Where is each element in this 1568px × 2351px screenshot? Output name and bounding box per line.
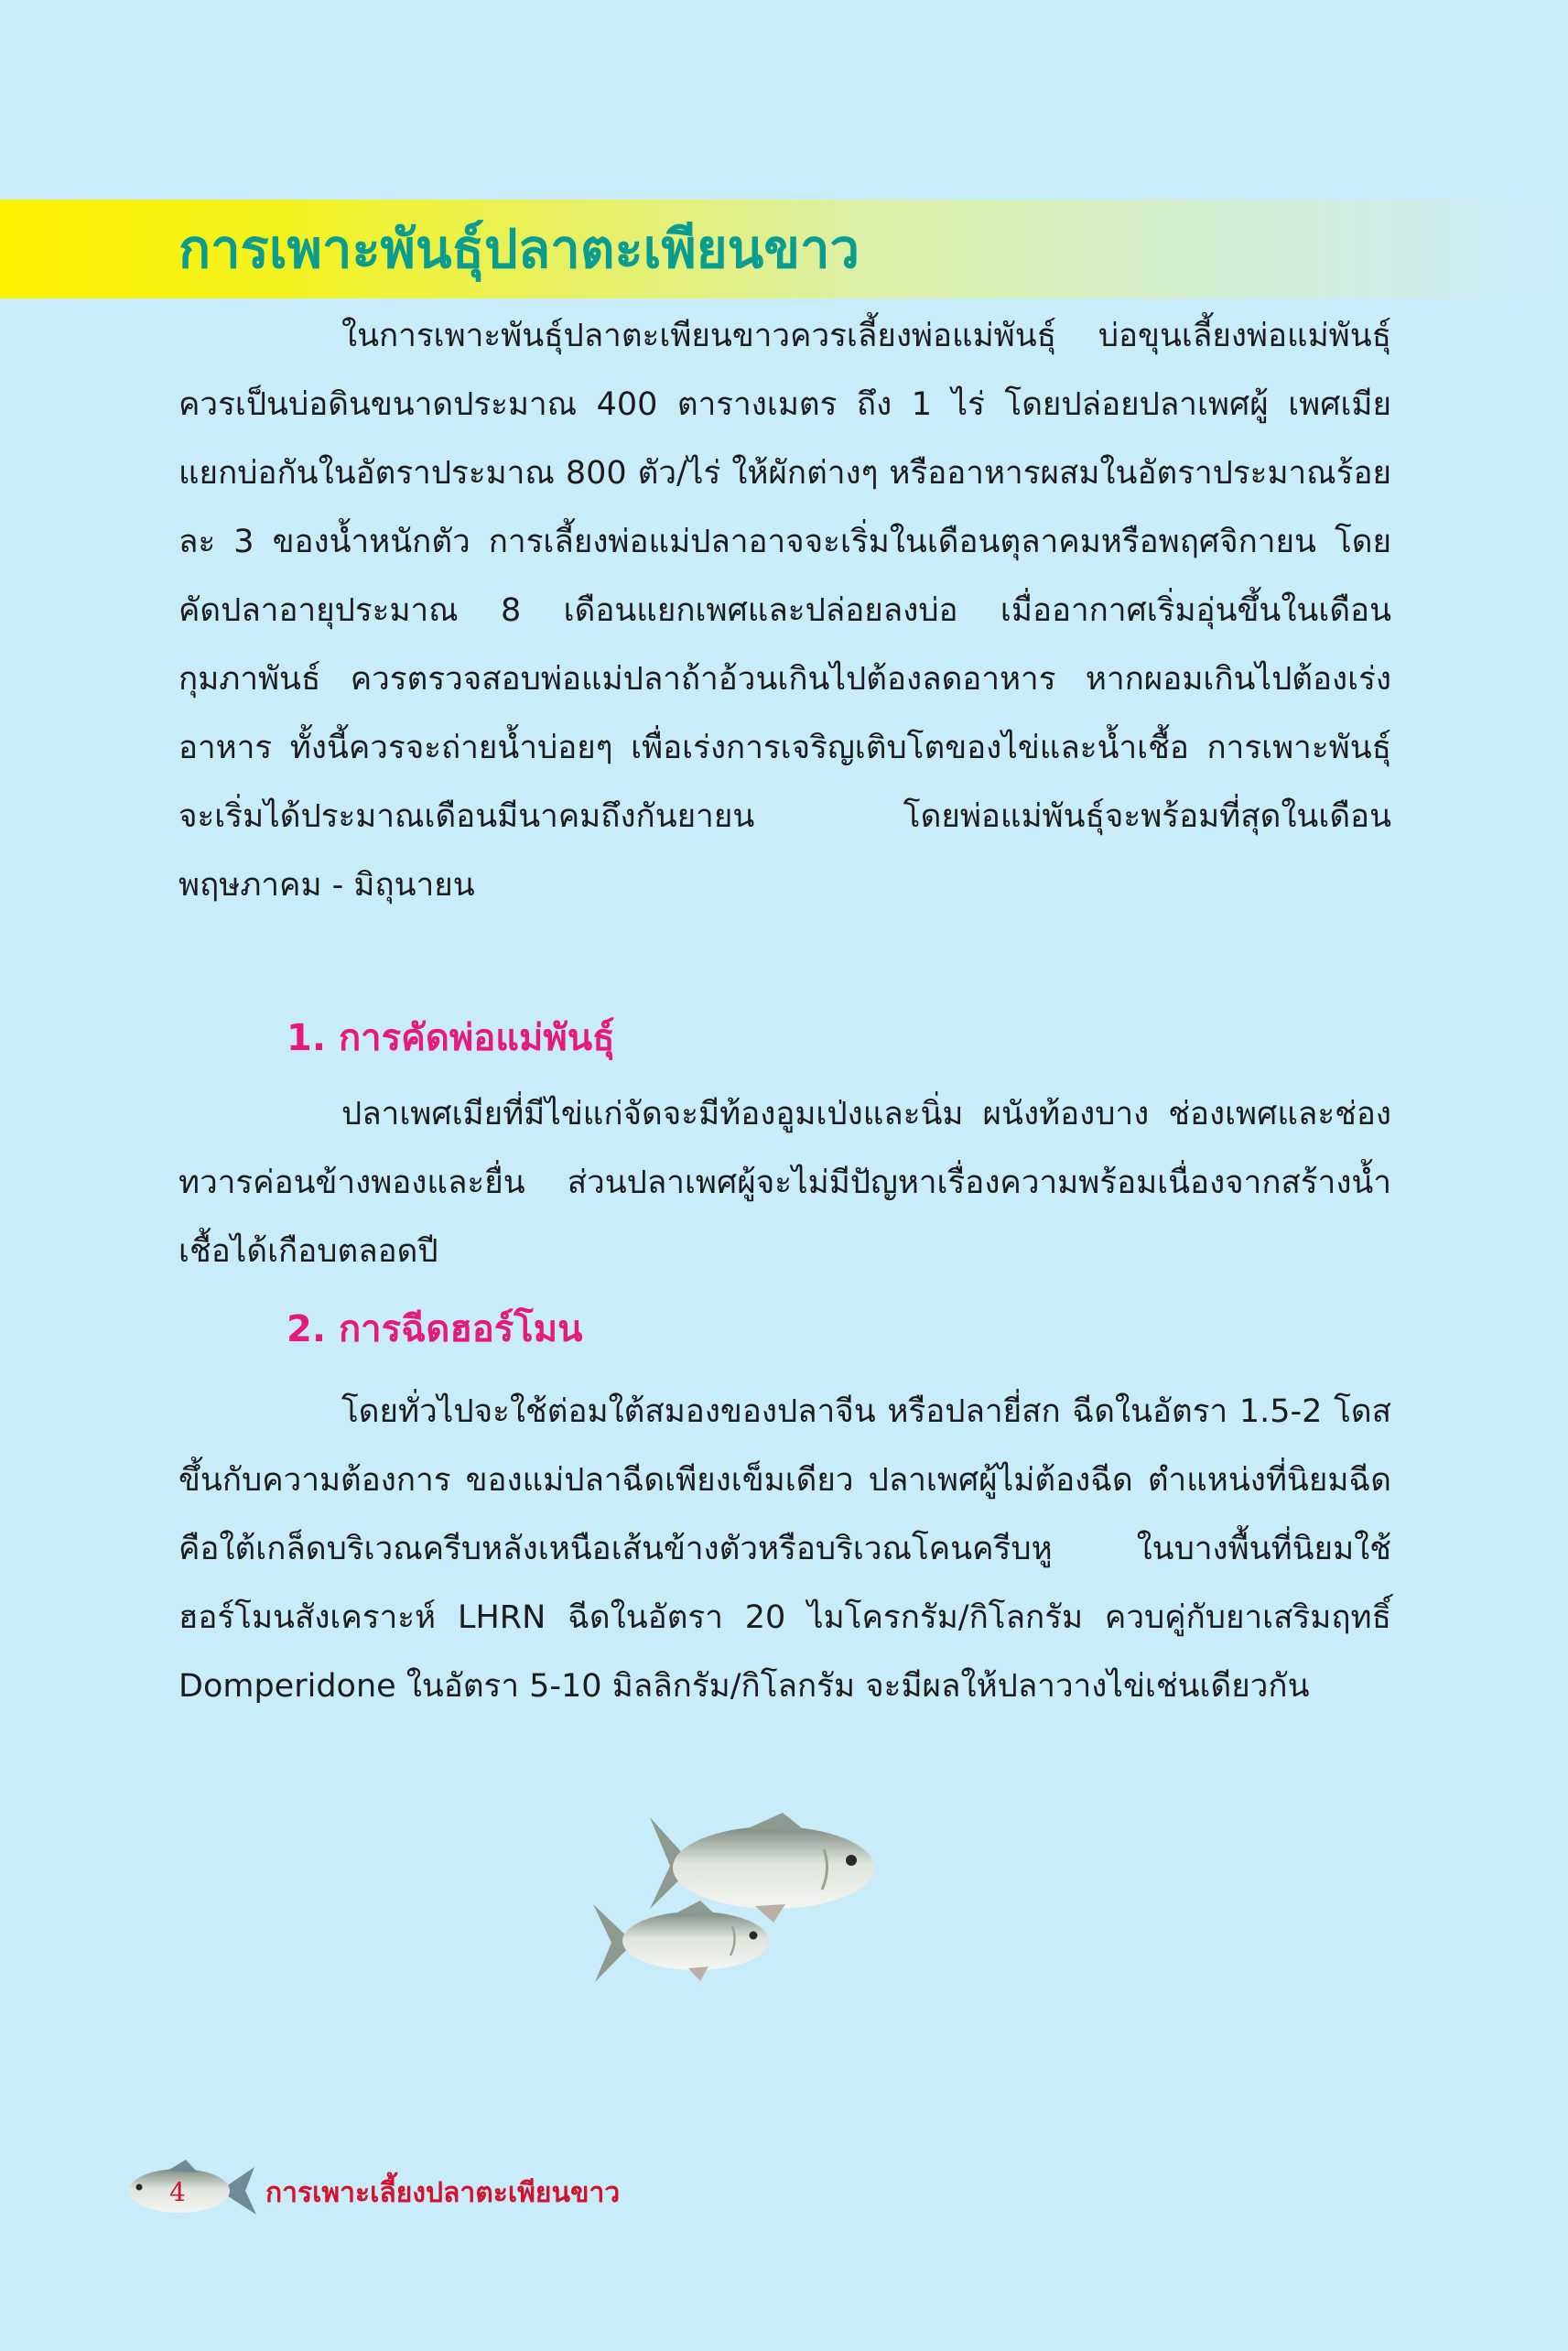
fish-illustration [586,1794,925,1996]
large-fish-icon [650,1813,874,1923]
intro-paragraph: ในการเพาะพันธุ์ปลาตะเพียนขาวควรเลี้ยงพ่อแม่พันธุ์ บ่อขุนเลี้ยงพ่อแม่พันธุ์ควรเป็นบ่อดินขนาดประมาณ 400 ตารางเมตร ถึง 1 ไร่ โดยปล่อยปลาเพศผู้ เพศเมีย แยกบ่อกันในอัตราประมาณ 800 ตัว/ไร่ ให้ผักต่างๆ หรืออาหารผสมในอัตราประมาณร้อยละ 3 ของน้ำหนักตัว การเลี้ยงพ่อแม่ปลาอาจจะเริ่มในเดือนตุลาคมหรือพฤศจิกายน โดยคัดปลาอายุประมาณ 8 เดือนแยกเพศและปล่อยลงบ่อ เมื่ออากาศเริ่มอุ่นขึ้นในเดือนกุมภาพันธ์ ควรตรวจสอบพ่อแม่ปลาถ้าอ้วนเกินไปต้องลดอาหาร หากผอมเกินไปต้องเร่งอาหาร ทั้งนี้ควรจะถ่ายน้ำบ่อยๆ เพื่อเร่งการเจริญเติบโตของไข่และน้ำเชื้อ การเพาะพันธุ์จะเริ่มได้ประมาณเดือนมีนาคมถึงกันยายน โดยพ่อแม่พันธุ์จะพร้อมที่สุดในเดือนพฤษภาคม - มิถุนายน [178,318,1391,904]
page-number: 4 [169,2177,186,2207]
section-text-hormone: โดยทั่วไปจะใช้ต่อมใต้สมองของปลาจีน หรือปลายี่สก ฉีดในอัตรา 1.5-2 โดส ขึ้นกับความต้องการ ของแม่ปลาฉีดเพียงเข็มเดียว ปลาเพศผู้ไม่ต้องฉีด ตำแหน่งที่นิยมฉีดคือใต้เกล็ดบริเวณครีบหลังเหนือเส้นข้างตัวหรือบริเวณโคนครีบหู ในบางพื้นที่นิยมใช้ฮอร์โมนสังเคราะห์ LHRN ฉีดในอัตรา 20 ไมโครกรัม/กิโลกรัม ควบคู่กับยาเสริมฤทธิ์ Domperidone ในอัตรา 5-10 มิลลิกรัม/กิโลกรัม จะมีผลให้ปลาวางไข่เช่นเดียวกัน [178,1393,1391,1705]
section-heading-hormone: 2. การฉีดฮอร์โมน [287,1308,583,1350]
section-heading-selection: 1. การคัดพ่อแม่พันธุ์ [287,1017,615,1059]
footer-fish-icon [117,2156,259,2225]
section-text-selection: ปลาเพศเมียที่มีไข่แก่จัดจะมีท้องอูมเป่งและนิ่ม ผนังท้องบาง ช่องเพศและช่องทวารค่อนข้างพองและยื่น ส่วนปลาเพศผู้จะไม่มีปัญหาเรื่องความพร้อมเนื่องจากสร้างน้ำเชื้อได้เกือบตลอดปี [178,1096,1391,1270]
small-fish-icon [593,1901,769,1982]
footer-book-title: การเพาะเลี้ยงปลาตะเพียนขาว [265,2177,621,2209]
page-title: การเพาะพันธุ์ปลาตะเพียนขาว [178,218,860,280]
